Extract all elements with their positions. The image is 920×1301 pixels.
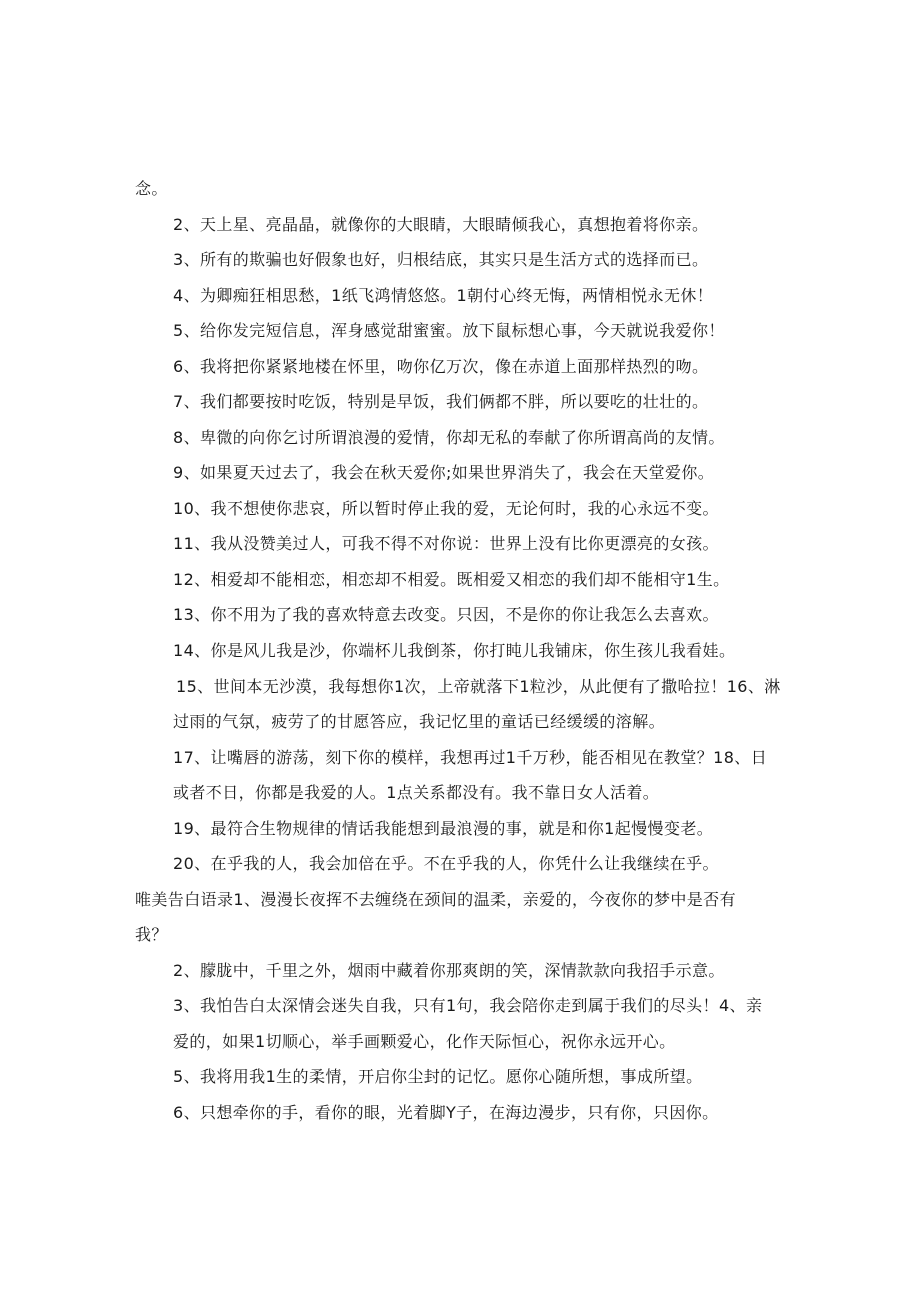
text-line: 15、世间本无沙漠，我每想你1次，上帝就落下1粒沙，从此便有了撒哈拉！16、淋 <box>176 677 781 696</box>
text-line: 我？ <box>135 925 168 944</box>
text-line: 爱的，如果1切顺心，举手画颗爱心，化作天际恒心，祝你永远开心。 <box>173 1032 676 1051</box>
text-line: 6、只想牵你的手，看你的眼，光着脚Y子，在海边漫步，只有你，只因你。 <box>173 1103 719 1122</box>
text-line: 过雨的气氛，疲劳了的甘愿答应，我记忆里的童话已经缓缓的溶解。 <box>173 712 666 731</box>
text-line: 3、所有的欺骗也好假象也好，归根结底，其实只是生活方式的选择而已。 <box>173 250 709 269</box>
text-line: 13、你不用为了我的喜欢特意去改变。只因，不是你的你让我怎么去喜欢。 <box>173 605 719 624</box>
text-line: 念。 <box>135 179 168 198</box>
text-line: 5、给你发完短信息，浑身感觉甜蜜蜜。放下鼠标想心事，今天就说我爱你！ <box>173 321 725 340</box>
text-line: 19、最符合生物规律的情话我能想到最浪漫的事，就是和你1起慢慢变老。 <box>173 819 714 838</box>
text-line: 4、为卿痴狂相思愁，1纸飞鸿情悠悠。1朝付心终无悔，两情相悦永无休！ <box>173 286 714 305</box>
text-line: 10、我不想使你悲哀，所以暂时停止我的爱，无论何时，我的心永远不变。 <box>173 499 719 518</box>
text-line: 2、朦胧中，千里之外，烟雨中藏着你那爽朗的笑，深情款款向我招手示意。 <box>173 961 725 980</box>
text-line: 3、我怕告白太深情会迷失自我，只有1句，我会陪你走到属于我们的尽头！4、亲 <box>173 996 763 1015</box>
text-line: 11、我从没赞美过人，可我不得不对你说：世界上没有比你更漂亮的女孩。 <box>173 534 719 553</box>
text-line: 9、如果夏天过去了，我会在秋天爱你;如果世界消失了，我会在天堂爱你。 <box>173 463 715 482</box>
text-line: 5、我将用我1生的柔情，开启你尘封的记忆。愿你心随所想，事成所望。 <box>173 1067 703 1086</box>
text-line: 8、卑微的向你乞讨所谓浪漫的爱情，你却无私的奉献了你所谓高尚的友情。 <box>173 428 725 447</box>
text-line: 14、你是风儿我是沙，你端杯儿我倒茶，你打盹儿我铺床，你生孩儿我看娃。 <box>173 641 736 660</box>
text-line: 17、让嘴唇的游荡，刻下你的模样，我想再过1千万秒，能否相见在教堂？18、日 <box>173 748 768 767</box>
text-line: 12、相爱却不能相恋，相恋却不相爱。既相爱又相恋的我们却不能相守1生。 <box>173 570 730 589</box>
text-line: 2、天上星、亮晶晶，就像你的大眼睛，大眼睛倾我心，真想抱着将你亲。 <box>173 215 709 234</box>
text-line: 20、在乎我的人，我会加倍在乎。不在乎我的人，你凭什么让我继续在乎。 <box>173 854 719 873</box>
text-line: 6、我将把你紧紧地楼在怀里，吻你亿万次，像在赤道上面那样热烈的吻。 <box>173 357 709 376</box>
text-line: 唯美告白语录1、漫漫长夜挥不去缠绕在颈间的温柔，亲爱的，今夜你的梦中是否有 <box>135 890 736 909</box>
text-line: 7、我们都要按时吃饭，特别是早饭，我们俩都不胖，所以要吃的壮壮的。 <box>173 392 709 411</box>
text-line: 或者不日，你都是我爱的人。1点关系都没有。我不靠日女人活着。 <box>173 783 660 802</box>
